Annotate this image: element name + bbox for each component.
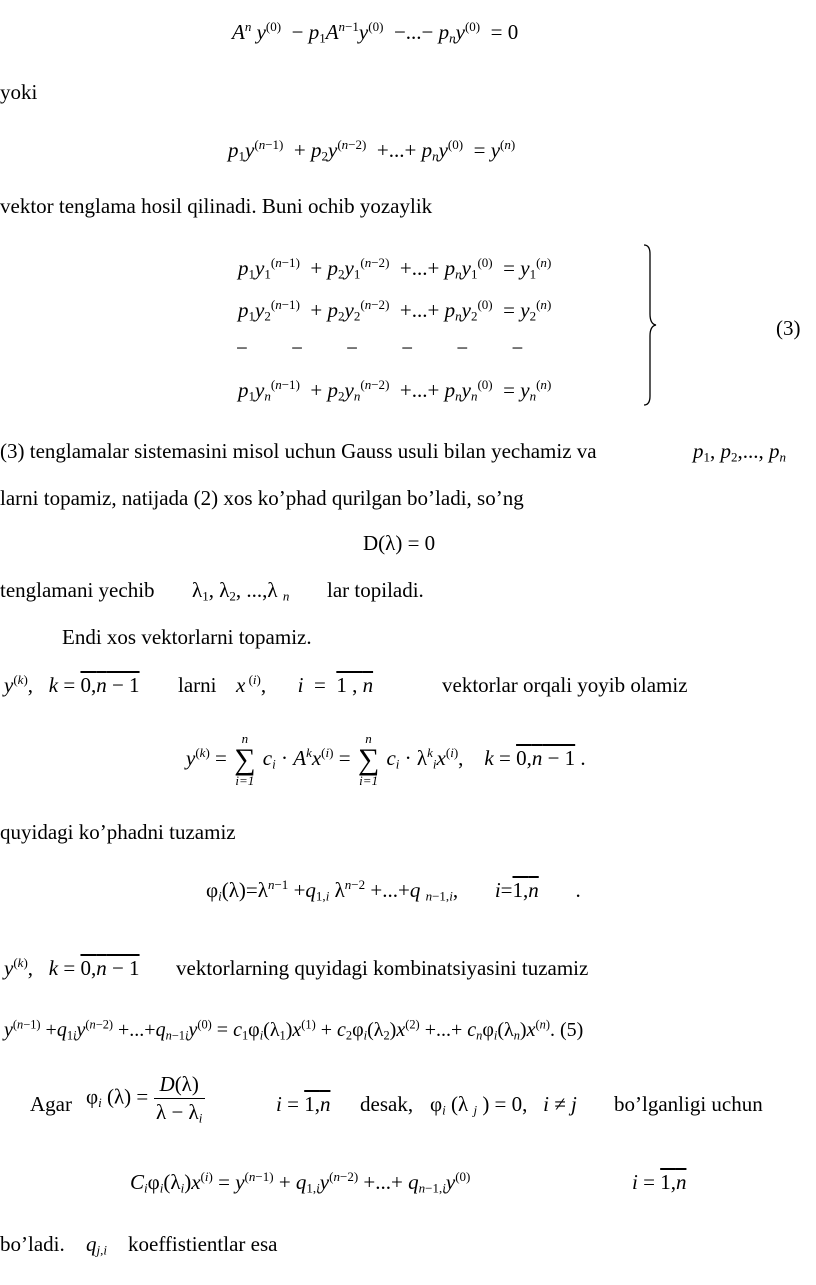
system-row-1: $p_1y_1^{(n-1)} + p_2y_1^{(n-2)}$ +...+ $p_ny_1^{(0)} = y_1^{(n)}$ (238, 254, 552, 282)
phi-zero-condition: $\varphi_i$ (λ $_j$ ) = 0, i ≠ j (430, 1092, 577, 1118)
text-endi: Endi xos vektorlarni topamiz. (62, 625, 312, 649)
right-brace-icon (643, 244, 657, 406)
equation-2: $p_1y^{(n-1)} + p_2y^{(n-2)}$ +...+ $p_ny^{(0)} = y^{(n)}$ (228, 136, 516, 164)
phi-polynomial: $\varphi_i(\lambda)=\lambda^{n-1} +q_{1,i}$ $\lambda^{n-2} +...+q$ $_{n-1,i}$, i=1,n . (206, 876, 581, 904)
text-vektorlarning: vektorlarning quyidagi kombinatsiyasini tuzamiz (176, 956, 589, 980)
text-koeffistientlar: koeffistientlar esa (128, 1232, 278, 1256)
lambda-list: $\lambda_1$, $\lambda_2$, ...,λ $_n$ (192, 578, 290, 604)
equation-label-3: (3) (776, 316, 801, 340)
text-gauss-line: (3) tenglamalar sistemasini misol uchun Gauss usuli bilan yechamiz va (0, 439, 597, 463)
text-tenglamani-yechib: tenglamani yechib (0, 578, 155, 602)
sum-expansion: $y^{(k)}$ = n ∑ i=1 $c_i \cdot A^kx^{(i)}$ = n ∑ i=1 $c_i \cdot \lambda^k_ix^{(i)}$, k = 0,n − 1 . (186, 731, 586, 788)
equation-5: $y^{(n-1)} +q_{1i}y^{(n-2)} +...+q_{n-1i}y^{(0)} = c_1\varphi_i(\lambda_1)x^{(1)} + c_2\varphi_i(\lambda_2)x^{(2)}$ +...+ $c_n\varphi_i(\lambda_n)x^{(n)}$. (5) (4, 1017, 584, 1043)
phi-definition: $\varphi_i$ (λ) = $\frac{D(\lambda)}{\lambda - \lambda_i}$ (86, 1074, 205, 1123)
text-agar: Agar (30, 1092, 72, 1116)
characteristic-equation: D(λ) = 0 (363, 531, 436, 555)
i-range-1: i = 1,n (276, 1092, 331, 1116)
text-larni: larni (178, 673, 217, 697)
text-desak: desak, (360, 1092, 414, 1116)
q-ji-symbol: $q_{j,i}$ (86, 1232, 108, 1258)
text-vektorlar-orqali: vektorlar orqali yoyib olamiz (442, 673, 688, 697)
system-row-2: $p_1y_2^{(n-1)} + p_2y_2^{(n-2)}$ +...+ $p_ny_2^{(0)} = y_2^{(n)}$ (238, 296, 552, 324)
p-list: $p_1$, $p_2$,..., $p_n$ (693, 439, 787, 465)
equation-label-5: . (5) (549, 1019, 584, 1041)
text-bolganligi: bo’lganligi uchun (614, 1092, 763, 1116)
text-yoki: yoki (0, 80, 38, 104)
text-boladi: bo’ladi. (0, 1232, 65, 1256)
text-topamiz: larni topamiz, natijada (2) xos ko’phad qurilgan bo’ladi, so’ng (0, 486, 524, 510)
i-range-2: i = 1,n (632, 1170, 687, 1194)
yk-range-2: $y^{(k)}$, k = 0,n − 1 (4, 954, 140, 980)
text-quyidagi-kophad: quyidagi ko’phadni tuzamiz (0, 820, 236, 844)
text-vektor-tenglama: vektor tenglama hosil qilinadi. Buni ochib yozaylik (0, 194, 433, 218)
system-dashes: − − − − − − (236, 336, 524, 360)
system-row-n: $p_1y_n^{(n-1)} + p_2y_n^{(n-2)}$ +...+ $p_ny_n^{(0)} = y_n^{(n)}$ (238, 376, 552, 404)
ci-equation: $C_i\varphi_i(\lambda_i)x^{(i)} = y^{(n-1)} + q_{1,i}y^{(n-2)}$ +...+ $q_{n-1,i}y^{(0)}$ (130, 1168, 471, 1196)
text-lar-topiladi: lar topiladi. (327, 578, 424, 602)
equation-1: $A^n$ $y^{(0)} - p_1A^{n-1}y^{(0)}$ −...− $p_ny^{(0)} = 0$ (232, 18, 519, 46)
xi-range: x $^{(i)}$, i = 1 , n (236, 671, 374, 697)
yk-range: $y^{(k)}$, k = 0,n − 1 (4, 671, 140, 697)
